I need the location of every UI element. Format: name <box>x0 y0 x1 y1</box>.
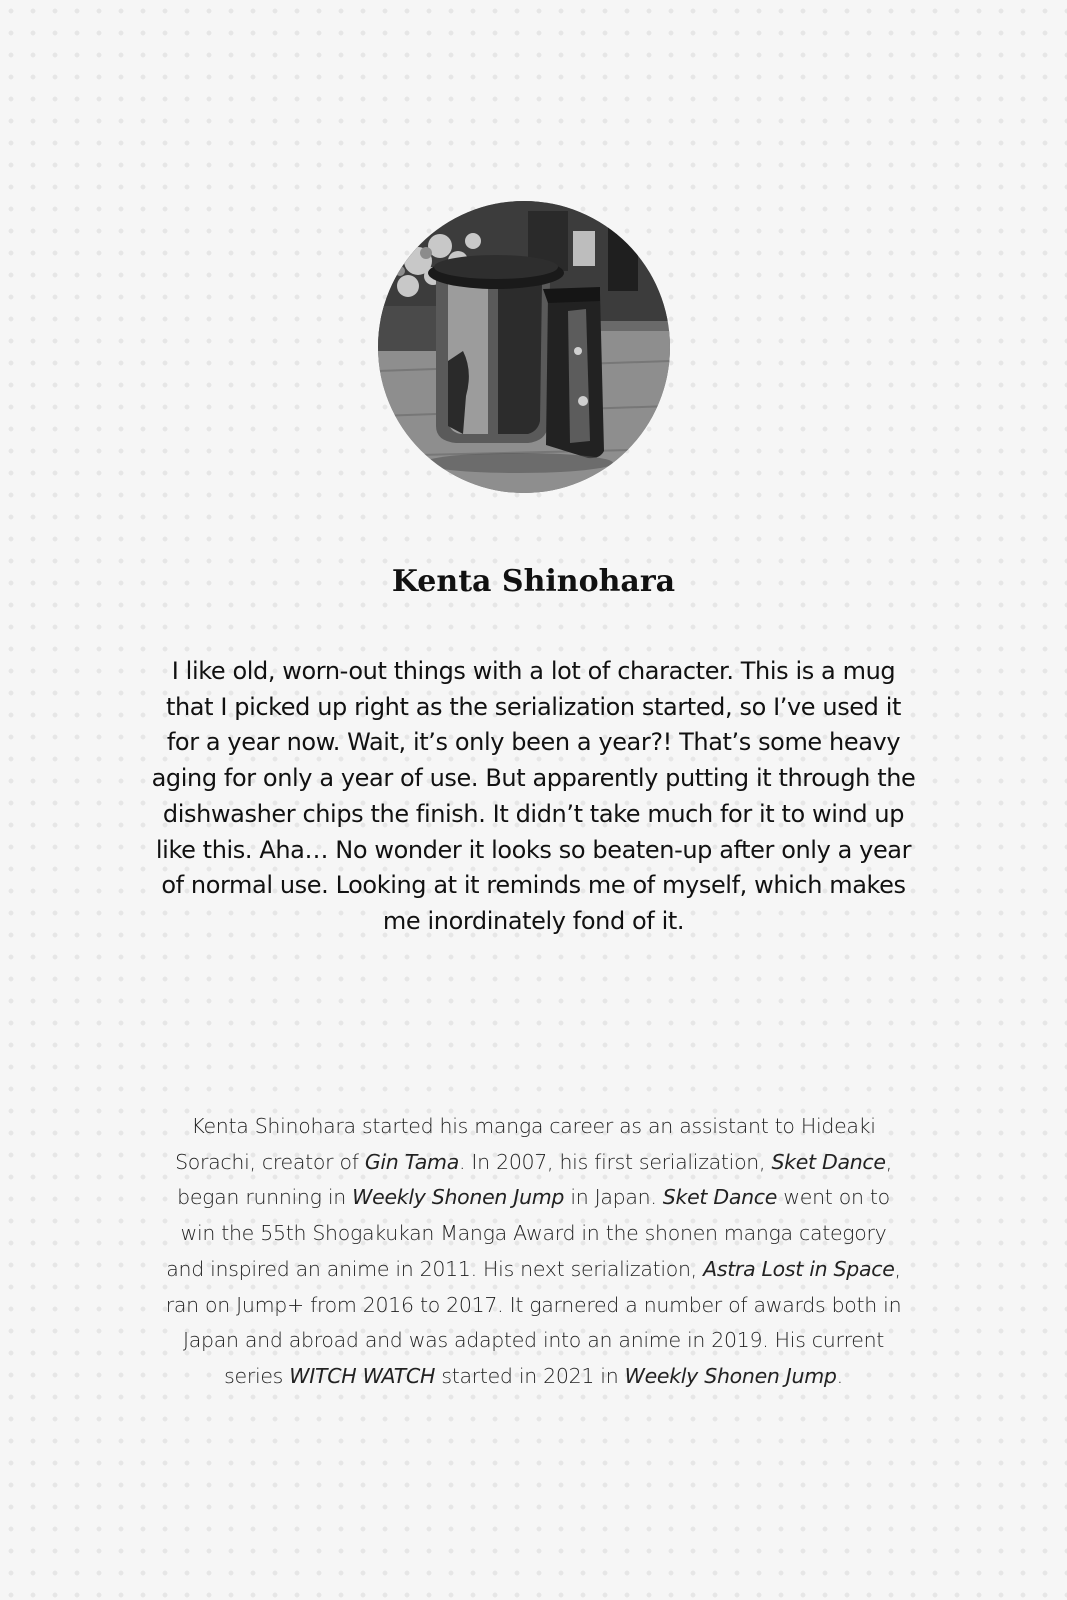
bio-text: in Japan. <box>564 1185 663 1210</box>
bio-text: , began running in <box>177 1149 892 1210</box>
bio-title: Astra Lost in Space <box>703 1256 895 1281</box>
bio-title: Sket Dance <box>662 1185 778 1210</box>
bio-title: Weekly Shonen Jump <box>352 1185 565 1210</box>
bio-text: , ran on Jump+ from 2016 to 2017. It garnered a number of awards both in Japan and abroad and was adapted into an anime in 2019. His current series <box>165 1256 902 1388</box>
bio-text: . In 2007, his first serialization, <box>458 1149 772 1174</box>
author-photo <box>378 201 670 493</box>
author-bio <box>160 1109 907 1395</box>
author-name: Kenta Shinohara <box>391 564 676 599</box>
bio-text: went on to win the 55th Shogakukan Manga Award in the shonen manga category and inspired an anime in 2011. His next serialization, <box>166 1185 890 1281</box>
bio-text: started in 2021 in <box>435 1363 625 1388</box>
author-comment: I like old, worn-out things with a lot of character. This is a mug that I picked up right as the serialization started, so I’ve used it for a year now. Wait, it’s only been a year?! That’s some heavy aging for only a year of use. But apparently putting it through the dishwasher chips the finish. It didn’t take much for it to wind up like this. Aha… No wonder it looks so beaten-up after only a year of normal use. Looking at it reminds me of myself, which makes me inordinately fond of it. <box>151 657 916 935</box>
bio-title: Sket Dance <box>771 1149 886 1174</box>
bio-title: Gin Tama <box>364 1149 459 1174</box>
bio-title: Weekly Shonen Jump <box>624 1363 837 1388</box>
bio-text: . <box>836 1363 843 1388</box>
mug-photo-icon <box>378 201 670 493</box>
bio-title: WITCH WATCH <box>289 1363 436 1388</box>
bio-text: Kenta Shinohara started his manga career as an assistant to Hideaki Sorachi, creator of <box>175 1114 876 1174</box>
